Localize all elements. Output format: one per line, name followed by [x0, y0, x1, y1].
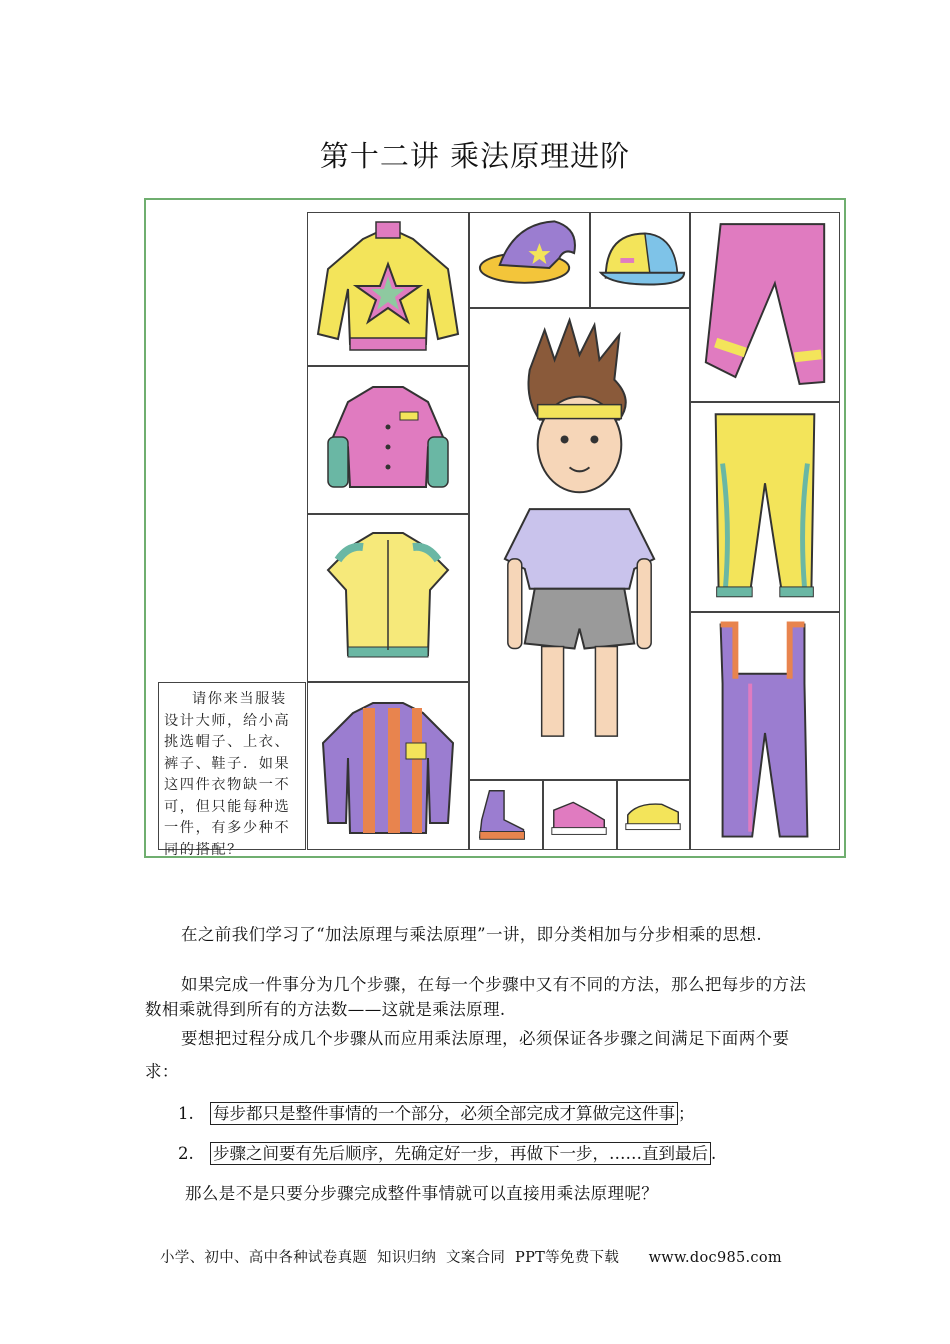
requirement-1-number: 1.: [178, 1104, 194, 1123]
paragraph-2: 如果完成一件事分为几个步骤，在每一个步骤中又有不同的方法，那么把每步的方法数相乘就得到所有的方法数——这就是乘法原理.: [145, 975, 807, 1019]
prompt-text-box: [158, 682, 306, 858]
requirement-1-text: 每步都只是整件事情的一个部分，必须全部完成才算做完这件事: [210, 1102, 678, 1125]
requirement-2: [178, 1140, 716, 1164]
requirement-2-number: 2.: [178, 1144, 194, 1163]
boy-figure-image: [469, 308, 690, 780]
pink-shirt-image: [307, 366, 469, 514]
purple-overalls-image: [690, 612, 840, 850]
boots-image: [469, 780, 543, 850]
yellow-pants-image: [690, 402, 840, 612]
paragraph-3: 要想把过程分成几个步骤从而应用乘法原理，必须保证各步骤之间满足下面两个要求：: [145, 1029, 790, 1081]
prompt-text: 请你来当服装设计大师，给小高挑选帽子、上衣、裤子、鞋子．如果这四件衣物缺一不可，但只能每种选一件，有多少种不同的搭配？: [164, 691, 291, 858]
question-text: 那么是不是只要分步骤完成整件事情就可以直接用乘法原理呢？: [185, 1184, 659, 1203]
requirement-2-text: 步骤之间要有先后顺序，先确定好一步，再做下一步，……直到最后: [210, 1142, 711, 1165]
page-title: 第十二讲 乘法原理进阶: [319, 139, 631, 173]
striped-jacket-image: [307, 682, 469, 850]
paragraph-1: 在之前我们学习了“加法原理与乘法原理”一讲，即分类相加与分步相乘的思想.: [181, 925, 763, 944]
wizard-hat-image: [469, 212, 590, 308]
requirement-1-end: ；: [678, 1104, 695, 1123]
pink-sneakers-image: [543, 780, 617, 850]
requirement-1: [178, 1100, 695, 1124]
yellow-shirt-image: [307, 514, 469, 682]
baseball-cap-image: [590, 212, 690, 308]
yellow-star-sweater-image: [307, 212, 469, 366]
pink-pants-image: [690, 212, 840, 402]
footer-text: 小学、初中、高中各种试卷真题 知识归纳 文案合同 PPT等免费下载 www.doc985.com: [160, 1250, 782, 1266]
clothing-illustration: [144, 198, 846, 858]
yellow-shoes-image: [617, 780, 690, 850]
requirement-2-end: .: [711, 1144, 717, 1163]
